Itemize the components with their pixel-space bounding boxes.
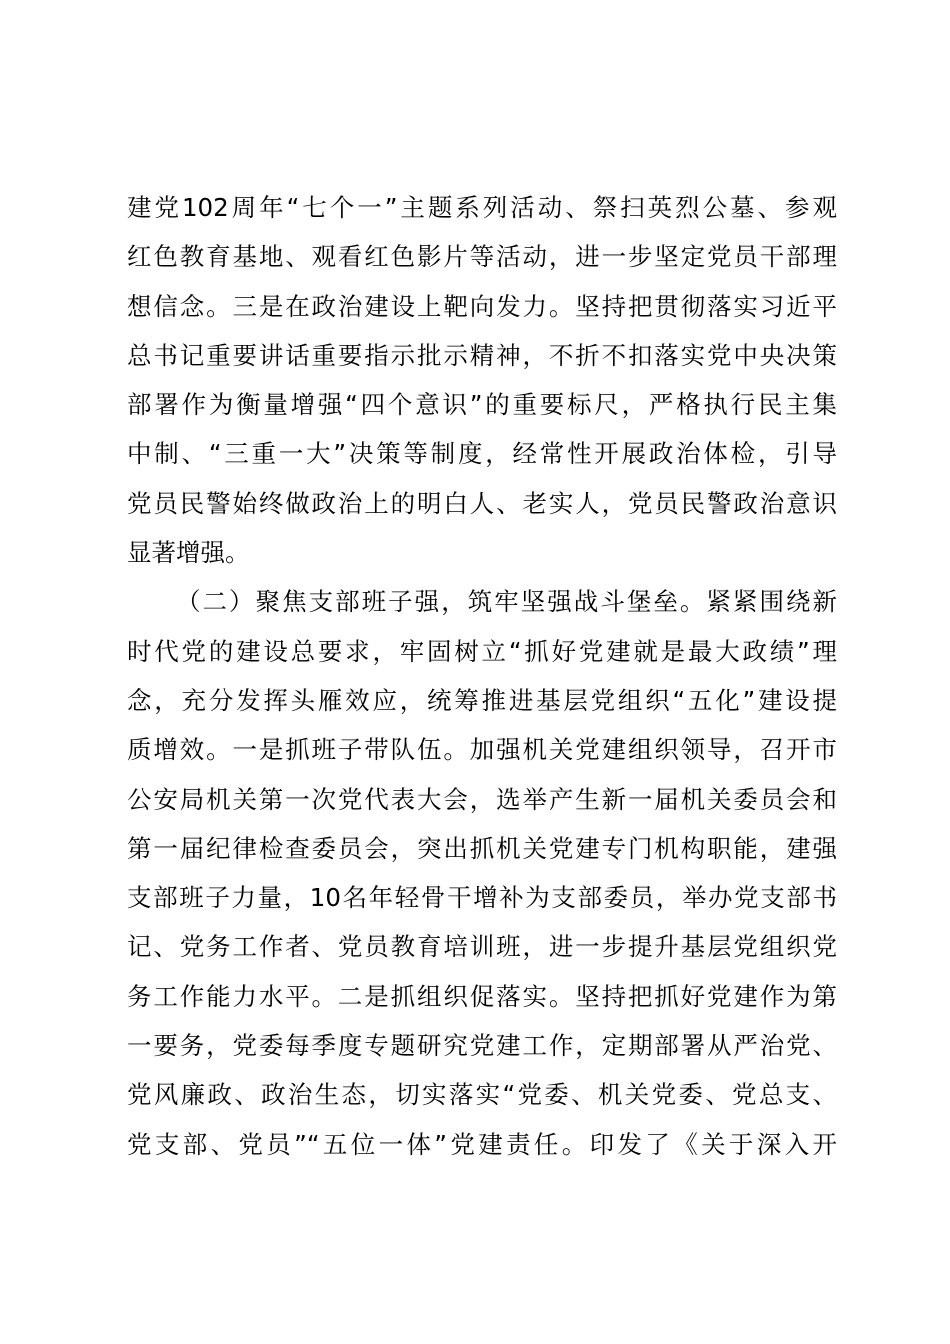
- text-line: 记、党务工作者、党员教育培训班，进一步提升基层党组织党: [127, 932, 837, 962]
- text-line: 中制、“三重一大”决策等制度，经常性开展政治体检，引导: [127, 439, 837, 469]
- text-line: 党员民警始终做政治上的明白人、老实人，党员民警政治意识: [127, 488, 837, 518]
- text-line: 支部班子力量，10名年轻骨干增补为支部委员，举办党支部书: [127, 883, 837, 913]
- text-line: 建党102周年“七个一”主题系列活动、祭扫英烈公墓、参观: [127, 193, 837, 222]
- text-line: 公安局机关第一次党代表大会，选举产生新一届机关委员会和: [127, 784, 837, 814]
- text-line: 党支部、党员”“五位一体”党建责任。印发了《关于深入开: [127, 1129, 837, 1159]
- text-line: 第一届纪律检查委员会，突出抓机关党建专门机构职能，建强: [127, 833, 837, 863]
- text-line: 质增效。一是抓班子带队伍。加强机关党建组织领导，召开市: [127, 735, 837, 765]
- text-line: 党风廉政、政治生态，切实落实“党委、机关党委、党总支、: [127, 1080, 837, 1110]
- body-text: [127, 183, 837, 1169]
- text-line: 红色教育基地、观看红色影片等活动，进一步坚定党员干部理: [127, 242, 837, 272]
- text-line: （二）聚焦支部班子强，筑牢坚强战斗堡垒。紧紧围绕新: [176, 587, 837, 617]
- text-line: 部署作为衡量增强“四个意识”的重要标尺，严格执行民主集: [127, 390, 837, 420]
- text-line: 显著增强。: [127, 538, 250, 568]
- text-line: 总书记重要讲话重要指示批示精神，不折不扣落实党中央决策: [127, 340, 837, 370]
- text-line: 念，充分发挥头雁效应，统筹推进基层党组织“五化”建设提: [127, 685, 837, 715]
- text-line: 想信念。三是在政治建设上靶向发力。坚持把贯彻落实习近平: [127, 291, 837, 321]
- text-line: 一要务，党委每季度专题研究党建工作，定期部署从严治党、: [127, 1031, 837, 1061]
- text-line: 时代党的建设总要求，牢固树立“抓好党建就是最大政绩”理: [127, 636, 837, 666]
- text-line: 务工作能力水平。二是抓组织促落实。坚持把抓好党建作为第: [127, 981, 837, 1011]
